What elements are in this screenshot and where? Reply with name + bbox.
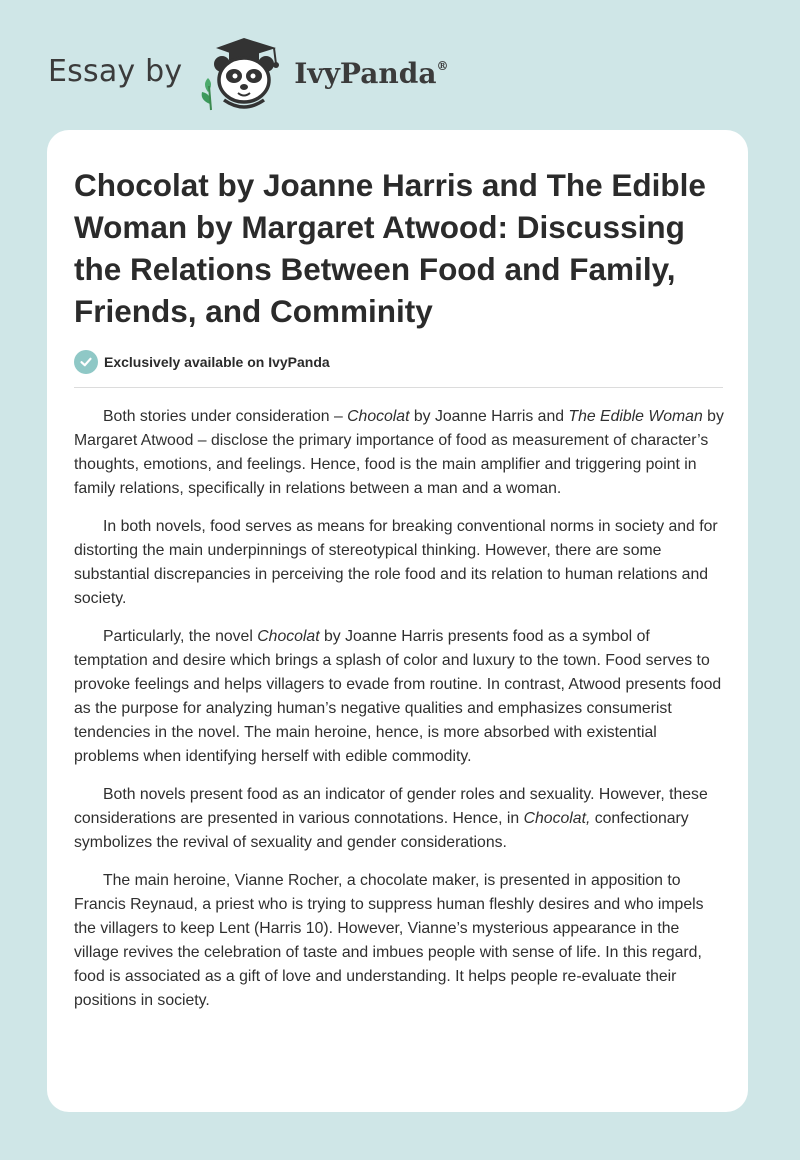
essay-body — [74, 405, 726, 1027]
paragraph-text: The main heroine, Vianne Rocher, a chocolate maker, is presented in apposition to Francis Reynaud, a priest who is trying to suppress human fleshly desires and who impels the villagers to keep Lent (Harris 10). However, Vianne’s mysterious appearance in the village revives the celebration of taste and imbues people with sense of life. In this regard, food is associated as a gift of love and understanding. It helps people re-evaluate their positions in society. — [74, 872, 704, 1009]
paragraph-text: by Margaret Atwood – disclose the primary importance of food as measurement of character’s thoughts, emotions, and feelings. Hence, food is the main amplifier and triggering point in family relations, specifically in relations between a man and a woman. — [74, 408, 724, 497]
divider — [74, 387, 723, 388]
essay-paragraph — [74, 783, 726, 855]
essay-paragraph — [74, 515, 726, 611]
panda-logo-icon[interactable] — [196, 34, 288, 114]
brand-name[interactable]: IvyPanda® — [294, 56, 449, 90]
exclusive-badge — [74, 349, 330, 375]
paragraph-text: Both stories under consideration – — [103, 408, 348, 425]
italic-title-text: The Edible Woman — [568, 408, 703, 425]
paragraph-text: by Joanne Harris and — [409, 408, 569, 425]
paragraph-text: confectionary symbolizes the revival of sexuality and gender considerations. — [74, 810, 689, 851]
exclusive-badge-label: Exclusively available on IvyPanda — [104, 354, 330, 370]
check-icon — [74, 350, 98, 374]
italic-title-text: Chocolat — [257, 628, 320, 645]
paragraph-text: Both novels present food as an indicator of gender roles and sexuality. However, these considerations are presented in various connotations. Hence, in — [74, 786, 708, 827]
paragraph-text: by Joanne Harris presents food as a symbol of temptation and desire which brings a splash of color and luxury to the town. Food serves to provoke feelings and helps villagers to evade from routine. In contrast, Atwood presents food as the purpose for analyzing human’s negative qualities and emphasizes consumerist tendencies in the novel. The main heroine, hence, is more absorbed with existential problems when identifying herself with edible commodity. — [74, 628, 722, 765]
paragraph-text: In both novels, food serves as means for breaking conventional norms in society and for distorting the main underpinnings of stereotypical thinking. However, there are some substantial discrepancies in perceiving the role food and its relation to human relations and society. — [74, 518, 718, 607]
paragraph-text: Particularly, the novel — [103, 628, 258, 645]
italic-title-text: Chocolat — [347, 408, 410, 425]
essay-card — [47, 130, 748, 1112]
registered-mark: ® — [436, 58, 449, 73]
site-header — [48, 34, 548, 114]
essay-by-label: Essay by — [48, 53, 183, 89]
italic-title-text: Chocolat, — [523, 810, 591, 827]
essay-paragraph — [74, 869, 726, 1013]
essay-paragraph — [74, 625, 726, 769]
essay-title: Chocolat by Joanne Harris and The Edible Woman by Margaret Atwood: Discussing the Relations Between Food and Family, Friends, and Comminity — [74, 167, 706, 329]
essay-paragraph — [74, 405, 726, 501]
